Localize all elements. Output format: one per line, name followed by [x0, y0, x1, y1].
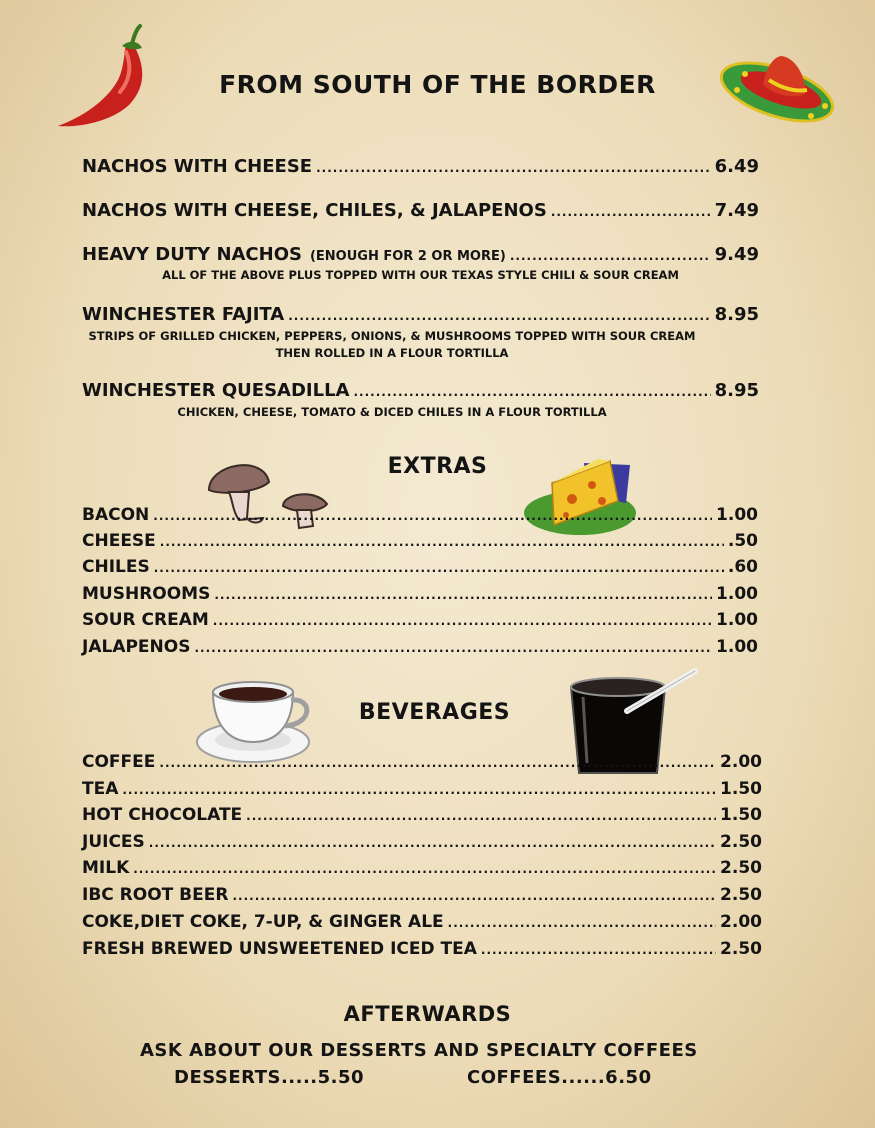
item-price: 2.00: [720, 752, 762, 772]
item-name: NACHOS WITH CHEESE: [82, 156, 313, 177]
item-name: SOUR CREAM: [82, 610, 209, 630]
item-name: COKE,DIET COKE, 7-UP, & GINGER ALE: [82, 912, 444, 932]
menu-item: [82, 200, 759, 221]
leader-dots: [353, 385, 710, 399]
item-price: 1.00: [716, 637, 758, 657]
coffees-price: COFFEES......6.50: [467, 1067, 652, 1088]
beverage-item: [82, 885, 762, 905]
item-description: CHICKEN, CHEESE, TOMATO & DICED CHILES IN A FLOUR TORTILLA: [177, 405, 607, 419]
item-price: 2.00: [720, 912, 762, 932]
leader-dots: [159, 756, 716, 770]
leader-dots: [133, 862, 716, 876]
item-price: .60: [727, 557, 758, 577]
extras-item: [82, 637, 758, 657]
leader-dots: [551, 205, 711, 219]
beverage-item: [82, 912, 762, 932]
item-name: HEAVY DUTY NACHOS: [82, 244, 302, 265]
leader-dots: [232, 889, 716, 903]
leader-dots: [288, 309, 710, 323]
item-price: 1.50: [720, 805, 762, 825]
leader-dots: [194, 641, 712, 655]
item-name: JUICES: [82, 832, 145, 852]
menu-item: [82, 244, 759, 265]
item-price: 8.95: [714, 380, 759, 401]
leader-dots: [122, 783, 716, 797]
leader-dots: [481, 943, 716, 957]
item-price: 6.49: [714, 156, 759, 177]
leader-dots: [214, 588, 712, 602]
item-price: 8.95: [714, 304, 759, 325]
item-name: WINCHESTER QUESADILLA: [82, 380, 350, 401]
item-name: FRESH BREWED UNSWEETENED ICED TEA: [82, 939, 477, 959]
beverage-item: [82, 805, 762, 825]
item-price: 2.50: [720, 858, 762, 878]
leader-dots: [213, 614, 712, 628]
beverage-item: [82, 779, 762, 799]
afterwards-note: ASK ABOUT OUR DESSERTS AND SPECIALTY COFFEES: [140, 1040, 698, 1061]
item-price: 2.50: [720, 939, 762, 959]
item-name: MILK: [82, 858, 130, 878]
item-price: 1.00: [716, 505, 758, 525]
item-name: MUSHROOMS: [82, 584, 211, 604]
item-price: 7.49: [714, 200, 759, 221]
beverage-item: [82, 939, 762, 959]
menu-item: [82, 380, 759, 401]
leader-dots: [154, 561, 724, 575]
extras-item: [82, 610, 758, 630]
extras-item: [82, 505, 758, 525]
item-price: 2.50: [720, 832, 762, 852]
extras-item: [82, 531, 758, 551]
item-price: 2.50: [720, 885, 762, 905]
leader-dots: [246, 809, 716, 823]
item-price: .50: [727, 531, 758, 551]
leader-dots: [448, 916, 716, 930]
item-name: IBC ROOT BEER: [82, 885, 229, 905]
extras-heading: EXTRAS: [387, 454, 488, 479]
item-price: 1.00: [716, 584, 758, 604]
extras-item: [82, 557, 758, 577]
beverages-heading: BEVERAGES: [358, 700, 511, 725]
item-name: TEA: [82, 779, 119, 799]
leader-dots: [316, 161, 710, 175]
item-price: 1.50: [720, 779, 762, 799]
extras-item: [82, 584, 758, 604]
beverage-item: [82, 858, 762, 878]
leader-dots: [510, 249, 711, 263]
menu-item: [82, 304, 759, 325]
item-description: STRIPS OF GRILLED CHICKEN, PEPPERS, ONIONS, & MUSHROOMS TOPPED WITH SOUR CREAM THEN ROLLED IN A FLOUR TORTILLA: [88, 329, 696, 360]
item-note: (ENOUGH FOR 2 OR MORE): [309, 249, 506, 264]
item-name: CHEESE: [82, 531, 156, 551]
leader-dots: [153, 509, 712, 523]
item-name: BACON: [82, 505, 150, 525]
item-price: 1.00: [716, 610, 758, 630]
item-name: COFFEE: [82, 752, 156, 772]
beverage-item: [82, 832, 762, 852]
desserts-price: DESSERTS.....5.50: [174, 1067, 365, 1088]
item-name: CHILES: [82, 557, 150, 577]
item-name: WINCHESTER FAJITA: [82, 304, 285, 325]
leader-dots: [160, 535, 724, 549]
beverage-item: [82, 752, 762, 772]
page-title: FROM SOUTH OF THE BORDER: [219, 70, 656, 99]
afterwards-heading: AFTERWARDS: [343, 1002, 512, 1026]
item-name: NACHOS WITH CHEESE, CHILES, & JALAPENOS: [82, 200, 547, 221]
menu-item: [82, 156, 759, 177]
item-price: 9.49: [714, 244, 759, 265]
item-description: ALL OF THE ABOVE PLUS TOPPED WITH OUR TEXAS STYLE CHILI & SOUR CREAM: [162, 268, 679, 282]
item-name: JALAPENOS: [82, 637, 191, 657]
leader-dots: [149, 836, 716, 850]
item-name: HOT CHOCOLATE: [82, 805, 243, 825]
